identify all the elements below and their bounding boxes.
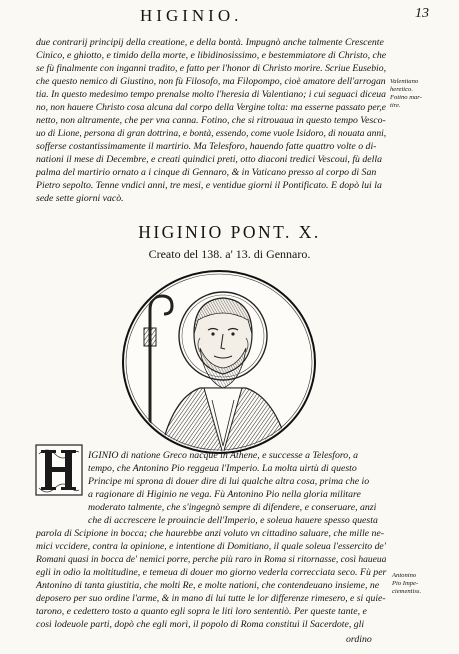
text-line: Principe mi sprona di douer dire di lui qualche altra cosa, prima che io: [88, 476, 370, 487]
text-line: egli in odio la moltitudine, e temeua di douer mo giorno vederla correcciata seco. Fù per: [36, 567, 387, 578]
margin-note-line: ciementiss.: [392, 588, 422, 595]
text-line: sede sette giorni vacò.: [36, 193, 124, 204]
text-line: nationi il mese di Decembre, e creati quindici preti, otto diaconi tredici Vescoui, fù della: [36, 154, 382, 165]
text-line: mici vccidere, contra la opinione, e intentione di Domitiano, il quale soleua l'essercito de': [36, 541, 386, 552]
text-line: così lodeuole parti, dopò che egli morì, il popolo di Roma constituì il Sacerdote, gli: [36, 619, 365, 630]
text-line: palma del martirio ornato a i cinque di Gennaro, & in Vaticano presso al corpo di San: [36, 167, 377, 178]
text-line: due contrarij principij della creatione, e della bontà. Impugnò anche talmente Crescente: [36, 37, 384, 48]
text-line: IGINIO di natione Greco nacque in Athene, e successe a Telesforo, a: [88, 450, 358, 461]
text-line: netto, non altramente, che per vna canna. Fotino, che si ritrouaua in questo tempo Vesco-: [36, 115, 386, 126]
text-line: Antonino di tanta giustitia, che molti Re, e molte nationi, che contendeuano insieme, ne: [36, 580, 380, 591]
margin-note-line: Valentiano: [390, 78, 419, 85]
text-line: a ragionare di Higinio ne vega. Fù Antonino Pio nella gloria militare: [88, 489, 361, 500]
chapter-heading: HIGINIO PONT. X.: [138, 222, 321, 242]
running-header: [0, 6, 459, 30]
margin-note-line: Antonino: [392, 572, 417, 579]
drop-capital-h: [35, 444, 83, 496]
margin-note-line: tire.: [390, 102, 401, 109]
text-line: tia. In questo medesimo tempo prenalse molto l'heresia di Valentiano; i cui seguaci diceua: [36, 89, 386, 100]
text-line: che questo nemico di Giustino, non fù Filosofo, ma Filopompo, cioè amatore dell'arrogan: [36, 76, 386, 87]
page-number: 13: [415, 6, 429, 21]
text-line: no, non hauere Christo cosa alcuna dal corpo della Vergine tolta: ma esserne passato per,e: [36, 102, 386, 113]
pope-portrait-engraving: [120, 270, 318, 454]
text-line: parola di Scipione in bocca; che haurebbe anzi voluto vn cittadino saluare, che mille ne-: [36, 528, 384, 539]
text-line: se fù finalmente con inganni tradito, e fatto per l'honor di Christo morire. Scriue Eusebio,: [36, 63, 387, 74]
text-line: uo di Lione, persona di gran dottrina, e bontà, essendo, come vuole Isidoro, di nouata anni,: [36, 128, 387, 139]
text-line: deposero per suo ordine l'arme, & in mano di lui tutte le lor differenze rimesero, e si quie-: [36, 593, 386, 604]
margin-note-line: heretico.: [390, 86, 414, 93]
text-line: Cinico, e ghiotto, e timido della morte, e libidinosissimo, e bestemmiatore di Christo, che: [36, 50, 387, 61]
text-line: moderato talmente, che s'ingegnò sempre di difendere, e conseruare, anzi: [88, 502, 377, 513]
text-line: tarono, e cedettero tosto a quanto egli sopra le liti loro sententiò. Per queste tante, e: [36, 606, 367, 617]
drop-capital-ornament: [35, 444, 83, 496]
text-line: Romani quasi in bocca de' nemici porre, perche più raro in Roma si ritornasse, così haueua: [36, 554, 387, 565]
text-line: sofferse costantissimamente il martirio. Ma Telesforo, hauendo fatte quattro volte o di-: [36, 141, 377, 152]
text-line: che di accrescere le prouincie dell'Imperio, e soleua hauere spesso questa: [88, 515, 378, 526]
margin-note-line: Pio Impe-: [392, 580, 419, 587]
text-line: Pietro sepolto. Tenne vndici anni, tre mesi, e ventidue giorni il Pontificato. E dopò lui la: [36, 180, 382, 191]
margin-note-line: Fotino mar-: [390, 94, 422, 101]
portrait-medallion: [120, 270, 318, 454]
chapter-subheading: Creato del 138. a' 13. di Gennaro.: [148, 247, 311, 261]
text-line: tempo, che Antonino Pio reggeua l'Imperio. La molta uirtù di questo: [88, 463, 357, 474]
running-title: HIGINIO.: [140, 6, 243, 25]
catchword: ordino: [346, 634, 372, 645]
